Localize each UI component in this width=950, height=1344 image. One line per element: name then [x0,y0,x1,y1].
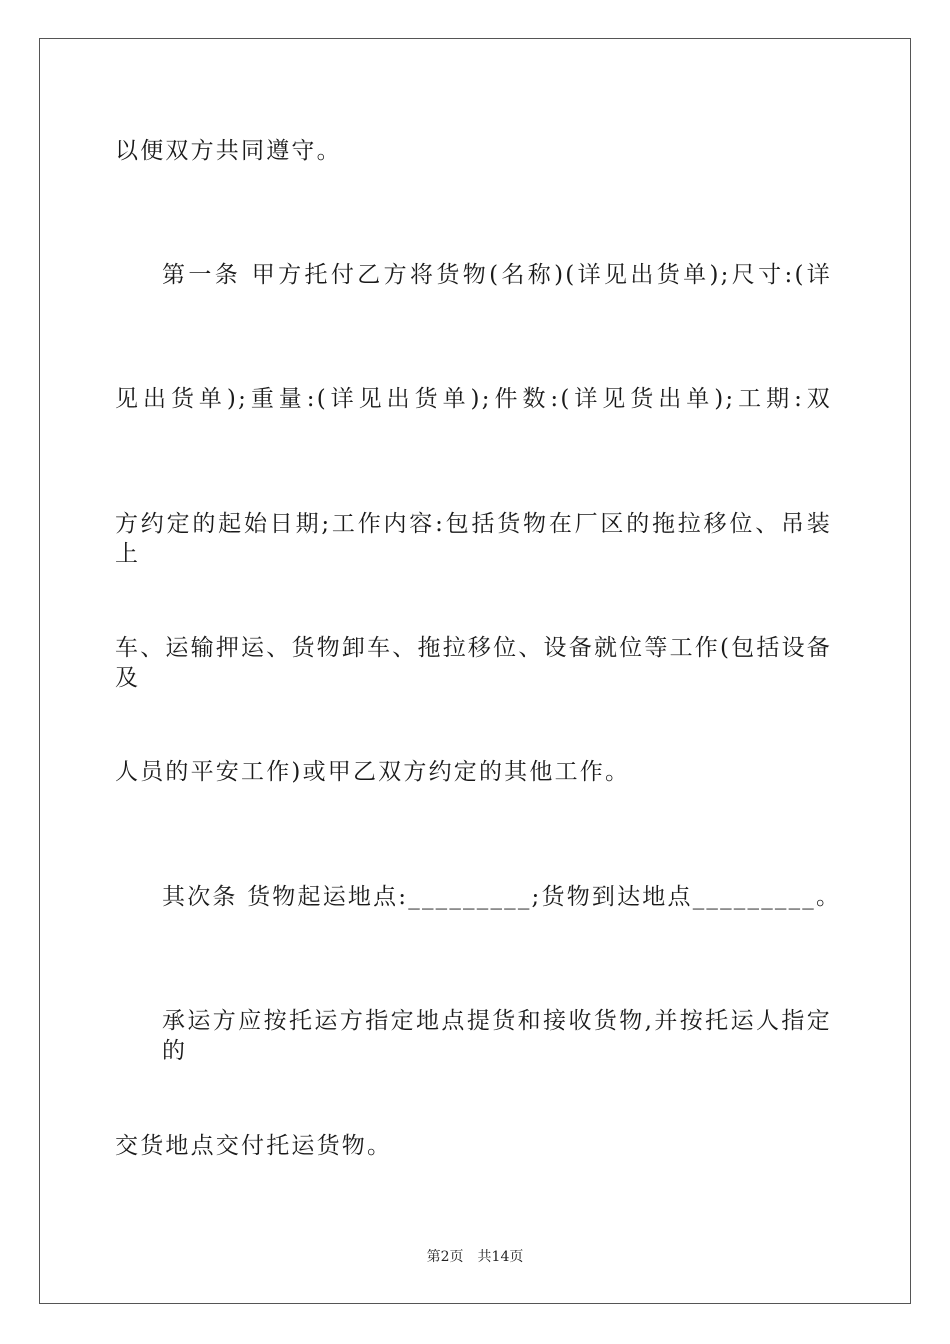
article-1-line-5: 人员的平安工作)或甲乙双方约定的其他工作。 [115,759,631,785]
paragraph-carrier-line-2: 交货地点交付托运货物。 [115,1133,393,1159]
page-total: 共14页 [477,1249,524,1265]
article-1-line-1: 第一条 甲方托付乙方将货物(名称)(详见出货单);尺寸:(详 [162,262,832,288]
article-2-line-1: 其次条 货物起运地点:_________;货物到达地点_________。 [162,884,842,910]
paragraph-carrier-line-1: 承运方应按托运方指定地点提货和接收货物,并按托运人指定的 [162,1008,832,1064]
page-number: 第2页 [426,1249,464,1265]
text-line-1: 以便双方共同遵守。 [115,138,342,164]
article-1-line-3: 方约定的起始日期;工作内容:包括货物在厂区的拖拉移位、吊装上 [115,511,832,567]
article-1-line-4: 车、运输押运、货物卸车、拖拉移位、设备就位等工作(包括设备及 [115,635,832,691]
article-1-line-2: 见出货单);重量:(详见出货单);件数:(详见货出单);工期:双 [115,386,832,412]
page-footer [0,1248,950,1266]
